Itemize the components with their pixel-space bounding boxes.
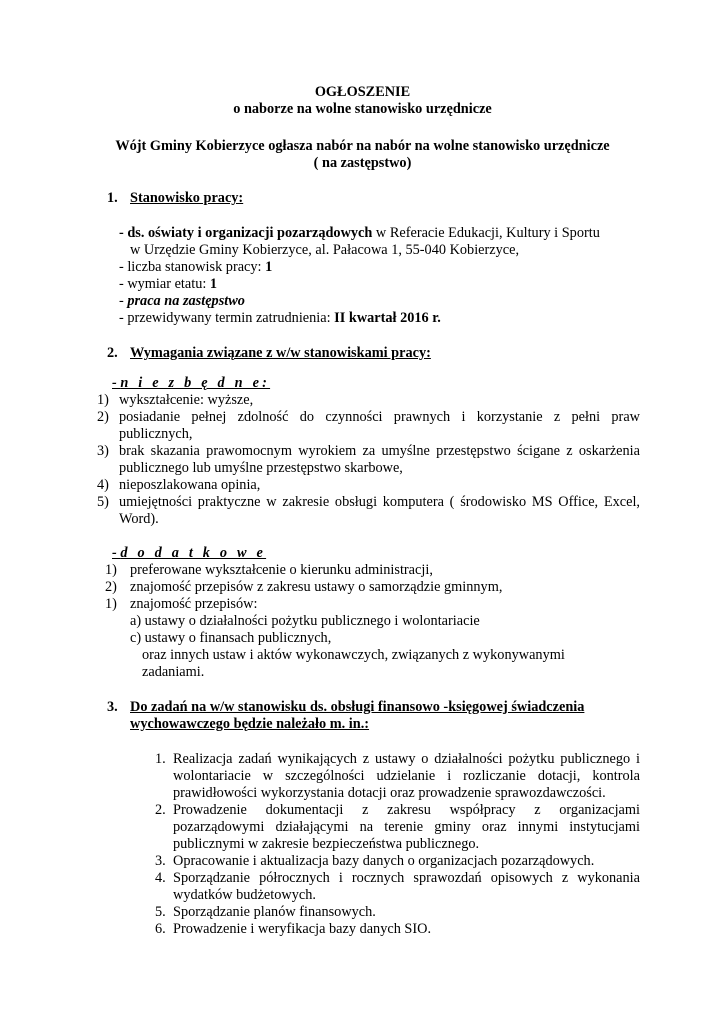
additional-sub-item: oraz innych ustaw i aktów wykonawczych, związanych z wykonywanymi — [142, 647, 565, 663]
additional-sub-item: zadaniami. — [142, 664, 205, 680]
required-item: nieposzlakowana opinia, — [119, 477, 261, 493]
required-item-num: 5) — [97, 494, 109, 510]
required-item-continued: publicznego lub umyślne przestępstwo skarbowe, — [119, 460, 403, 476]
task-num: 6. — [155, 921, 166, 937]
required-item-num: 3) — [97, 443, 109, 459]
required-item-num: 2) — [97, 409, 109, 425]
task-num: 1. — [155, 751, 166, 767]
additional-item: znajomość przepisów: — [130, 596, 258, 612]
document-subtitle: o naborze na wolne stanowisko urzędnicze — [233, 101, 492, 117]
section-1-heading: Stanowisko pracy: — [130, 190, 244, 206]
required-item-continued: publicznych, — [119, 426, 193, 442]
task-item-continued: publicznymi w zakresie bezpieczeństwa publicznego. — [173, 836, 480, 852]
required-item: umiejętności praktyczne w zakresie obsługi komputera ( środowisko MS Office, Excel, — [119, 494, 640, 510]
task-item-continued: pozarządowymi działającymi na terenie gminy oraz innymi instytucjami — [173, 819, 640, 835]
required-item-continued: Word). — [119, 511, 159, 527]
task-item: Prowadzenie i weryfikacja bazy danych SIO. — [173, 921, 432, 937]
task-item-continued: prawidłowości wykorzystania dotacji oraz prowadzenie sprawozdawczości. — [173, 785, 606, 801]
required-item: wykształcenie: wyższe, — [119, 392, 254, 408]
required-item-num: 4) — [97, 477, 109, 493]
position-department: w Referacie Edukacji, Kultury i Sportu — [372, 225, 600, 241]
task-item-continued: wolontariacie w szczególności udzielanie i rozliczanie dotacji, kontrola — [173, 768, 640, 784]
task-num: 3. — [155, 853, 166, 869]
additional-item: preferowane wykształcenie o kierunku administracji, — [130, 562, 433, 578]
section-3-heading-line-2: wychowawczego będzie należało m. in.: — [130, 716, 370, 732]
additional-sub-item: c) ustawy o finansach publicznych, — [130, 630, 332, 646]
required-item-num: 1) — [97, 392, 109, 408]
position-line-1 — [119, 225, 600, 242]
document-title: OGŁOSZENIE — [314, 84, 411, 100]
additional-item: znajomość przepisów z zakresu ustawy o samorządzie gminnym, — [130, 579, 503, 595]
task-item: Opracowanie i aktualizacja bazy danych o organizacjach pozarządowych. — [173, 853, 595, 869]
employment-term: - przewidywany termin zatrudnienia: II kwartał 2016 r. — [119, 310, 441, 326]
section-3-number: 3. — [107, 699, 118, 715]
section-1-number: 1. — [107, 190, 118, 206]
substitute-note: - praca na zastępstwo — [119, 293, 245, 309]
task-item: Sporządzanie półrocznych i rocznych sprawozdań opisowych z wykonania — [173, 870, 640, 886]
work-time: - wymiar etatu: 1 — [119, 276, 218, 292]
additional-sub-item: a) ustawy o działalności pożytku publicznego i wolontariacie — [130, 613, 480, 629]
task-item: Realizacja zadań wynikających z ustawy o działalności pożytku publicznego i — [173, 751, 640, 767]
task-item: Prowadzenie dokumentacji z zakresu współpracy z organizacjami — [173, 802, 640, 818]
section-2-heading: Wymagania związane z w/w stanowiskami pracy: — [130, 345, 431, 361]
task-item-continued: wydatków budżetowych. — [173, 887, 316, 903]
position-line-2: w Urzędzie Gminy Kobierzyce, al. Pałacowa 1, 55-040 Kobierzyce, — [130, 242, 520, 258]
section-2-number: 2. — [107, 345, 118, 361]
additional-item-num: 1) — [105, 596, 117, 612]
positions-count: - liczba stanowisk pracy: 1 — [119, 259, 273, 275]
required-heading: - n i e z b ę d n e: — [112, 375, 271, 391]
required-item: brak skazania prawomocnym wyrokiem za umyślne przestępstwo ścigane z oskarżenia — [119, 443, 640, 459]
position-name: - ds. oświaty i organizacji pozarządowych — [119, 225, 373, 241]
additional-item-num: 1) — [105, 562, 117, 578]
additional-item-num: 2) — [105, 579, 117, 595]
required-item: posiadanie pełnej zdolność do czynności prawnych i korzystanie z pełni praw — [119, 409, 640, 425]
task-item: Sporządzanie planów finansowych. — [173, 904, 376, 920]
task-num: 5. — [155, 904, 166, 920]
announcement-line-1: Wójt Gminy Kobierzyce ogłasza nabór na nabór na wolne stanowisko urzędnicze — [115, 138, 610, 154]
additional-heading: - d o d a t k o w e — [112, 545, 267, 561]
announcement-line-2: ( na zastępstwo) — [313, 155, 412, 171]
section-3-heading-line-1: Do zadań na w/w stanowisku ds. obsługi finansowo -księgowej świadczenia — [130, 699, 585, 715]
task-num: 2. — [155, 802, 166, 818]
task-num: 4. — [155, 870, 166, 886]
